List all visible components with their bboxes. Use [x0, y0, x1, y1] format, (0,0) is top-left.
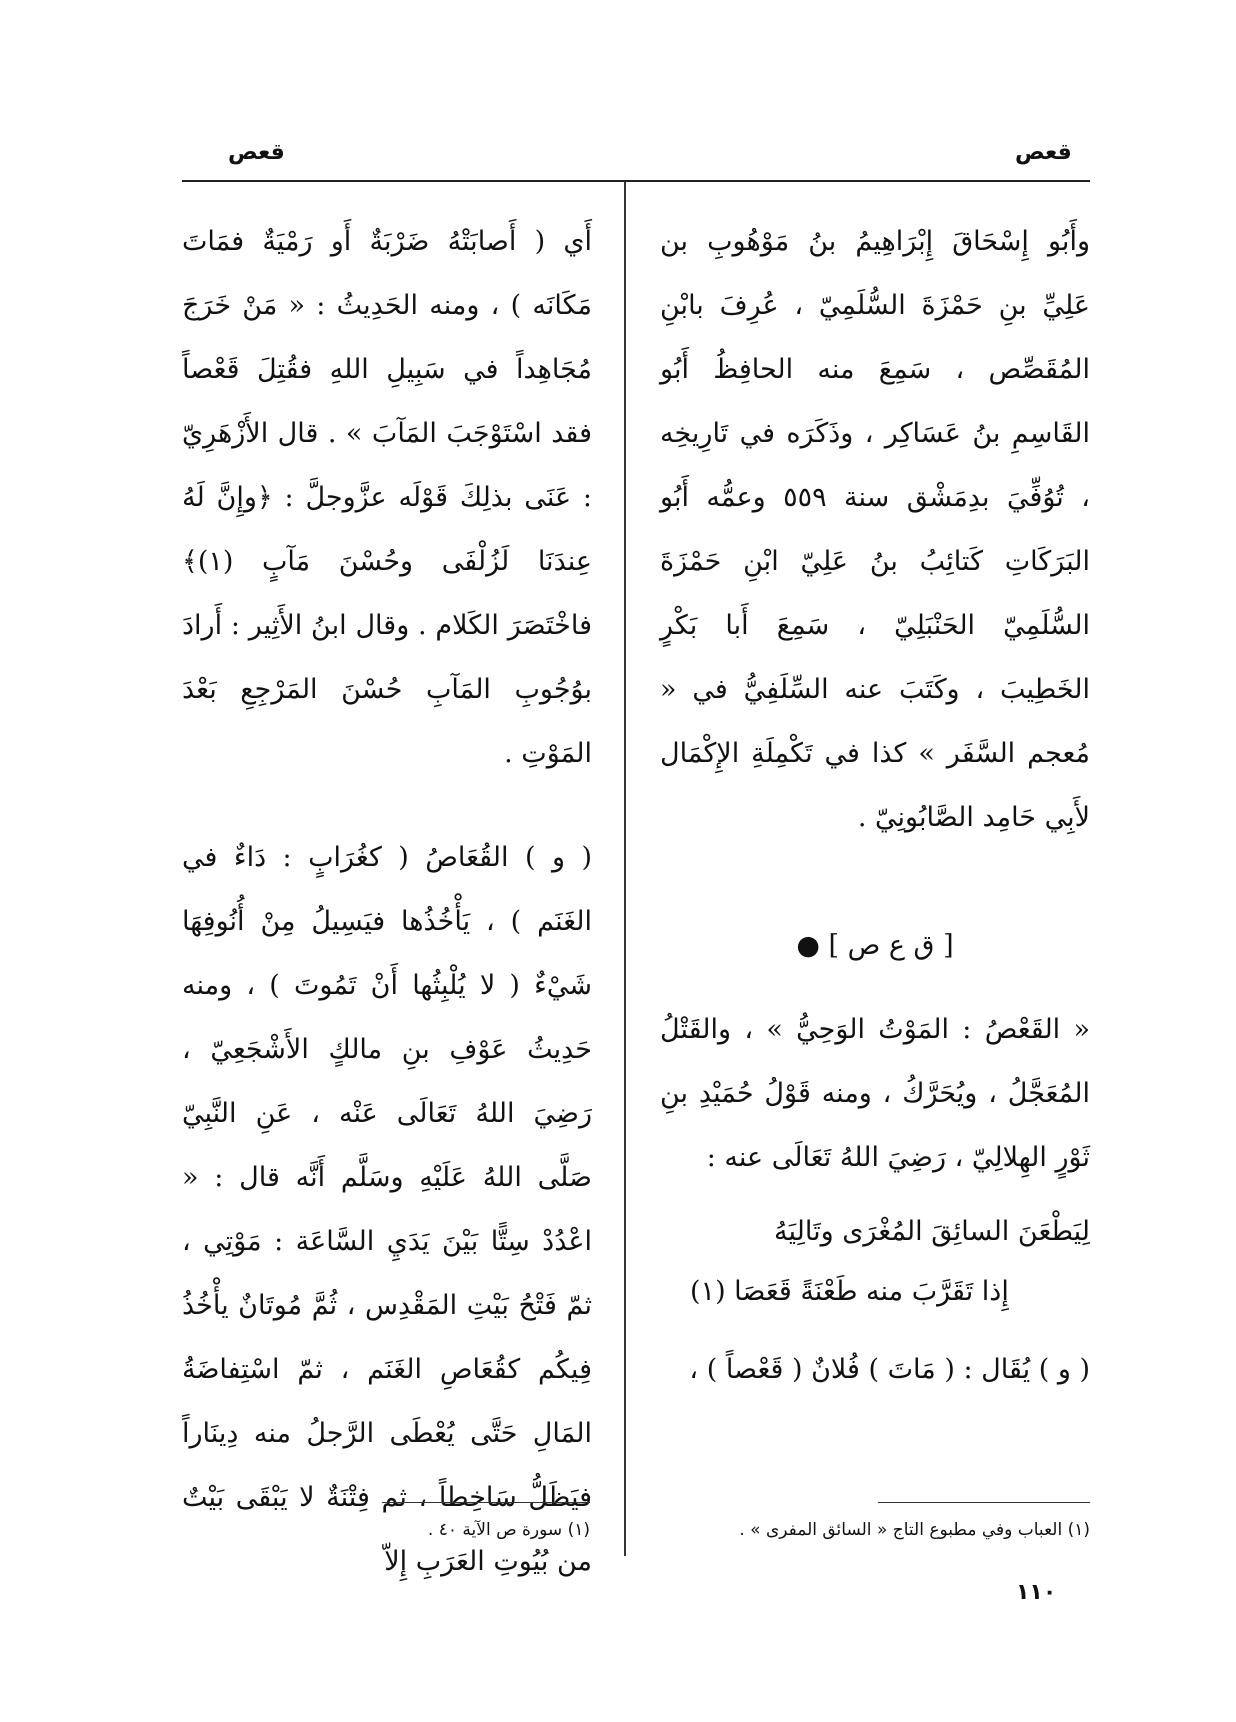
biography-paragraph: وأَبُو إِسْحَاقَ إِبْرَاهِيمُ بنُ مَوْهُوبِ بن عَلِيِّ بنِ حَمْزَةَ السُّلَمِيّ ، عُرِفَ بابْنِ المُقَصِّص ، سَمِعَ منه الحافِظُ أَبُو القَاسِمِ بنُ عَسَاكِر ، وذَكَرَه في تَارِيخِه ، تُوُفِّيَ بدِمَشْق سنة ٥٥٩ وعمُّه أَبُو البَرَكَاتِ كَتائِبُ بنُ عَلِيّ ابْنِ حَمْزَةَ السُّلَمِيّ الحَنْبَلِيّ ، سَمِعَ أَبا بَكْرٍ الخَطِيبَ ، وكَتَبَ عنه السِّلَفِيُّ في « مُعجم السَّفَر » كذا في تَكْمِلَةِ الإِكْمَال لأَبِي حَامِد الصَّابُونِيّ . — [660, 226, 1090, 833]
poem-line-1: لِيَطْعَنَ السائِقَ المُغْرَى وتَالِيَهُ — [774, 1216, 1090, 1247]
section-heading: [ ق ع ص ] ● — [796, 930, 954, 961]
left-paragraph-2: ( و ) القُعَاصُ ( كغُرَابٍ : دَاءٌ في الغَنَم ) ، يَأْخُذُها فيَسِيلُ مِنْ أُنُوفِهَا شَيْءٌ ( لا يُلْبِثُها أَنْ تَمُوتَ ) ، ومنه حَدِيثُ عَوْفِ بنِ مالكٍ الأَشْجَعِيّ ، رَضِيَ اللهُ تَعَالَى عَنْه ، عَنِ النَّبِيّ صَلَّى اللهُ عَلَيْهِ وسَلَّم أَنَّه قال : « اعْدُدْ سِتًّا بَيْنَ يَدَيِ السَّاعَة : مَوْتِي ، ثمّ فَتْحُ بَيْتِ المَقْدِس ، ثُمَّ مُوتَانٌ يأْخُذُ فِيكُم كقُعَاصِ الغَنَم ، ثمّ اسْتِفاضَةُ المَالِ حَتَّى يُعْطَى الرَّجلُ منه دِينَاراً فيَظَلُّ سَاخِطاً ، ثم فِتْنَةٌ لا يَبْقَى بَيْتٌ من بُيُوتِ العَرَبِ إِلاّ — [182, 842, 592, 1577]
footnote-right: (١) العباب وفي مطبوع التاج « السائق المفرى » . — [739, 1520, 1090, 1540]
right-column — [660, 210, 1090, 1402]
poem-line-2: إِذا تَقَرَّبَ منه طَعْنَةً قَعَصَا (١) — [690, 1276, 1009, 1307]
left-column — [182, 210, 592, 1594]
page-number: ١١٠ — [1016, 1580, 1057, 1605]
closing-line: ( و ) يُقَال : ( مَاتَ ) فُلانٌ ( قَعْصاً ) ، — [689, 1354, 1090, 1385]
running-header-right: قعص — [1015, 140, 1072, 165]
footnote-left: (١) سورة ص الآية ٤٠ . — [427, 1520, 590, 1540]
left-paragraph-1: أَي ( أَصابَتْهُ ضَرْبَةٌ أَو رَمْيَةٌ فمَاتَ مَكَانَه ) ، ومنه الحَدِيثُ : « مَنْ خَرَجَ مُجَاهِداً في سَبِيلِ اللهِ فقُتِلَ قَعْصاً فقد اسْتَوْجَبَ المَآبَ » . قال الأَزْهَرِيّ : عَنَى بذلِكَ قَوْلَه عزَّوجلَّ : ﴿وإِنَّ لَهُ عِندَنَا لَزُلْفَى وحُسْنَ مَآبٍ (١)﴾ فاخْتَصَرَ الكَلام . وقال ابنُ الأَثِير : أَرادَ بوُجُوبِ المَآبِ حُسْنَ المَرْجِعِ بَعْدَ المَوْتِ . — [182, 226, 592, 769]
column-divider — [624, 182, 626, 1556]
entry-paragraph: « القَعْصُ : المَوْتُ الوَحِيُّ » ، والقَتْلُ المُعَجَّلُ ، ويُحَرَّكُ ، ومنه قَوْلُ حُمَيْدِ بنِ ثَوْرٍ الهِلالِيّ ، رَضِيَ اللهُ تَعَالَى عنه : — [660, 1014, 1090, 1173]
header-rule — [182, 180, 1090, 182]
poem-verse — [660, 1202, 1090, 1322]
footnote-rule-left — [382, 1502, 590, 1503]
footnote-rule-right — [878, 1502, 1090, 1503]
running-header-left: قعص — [228, 140, 285, 165]
